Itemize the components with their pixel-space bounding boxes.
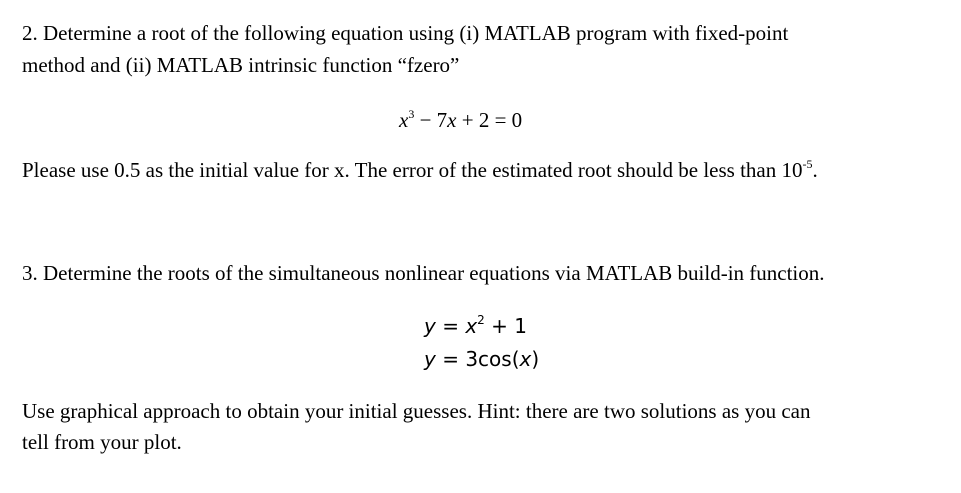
q3-equation-1 — [424, 313, 528, 338]
q3-eq1-var: x — [465, 314, 478, 338]
q3-eq1-rest: + 1 — [484, 314, 528, 338]
q3-eq1-exp: 2 — [477, 313, 485, 327]
q2-note — [22, 157, 818, 182]
q3-eq2-lhs: y — [424, 347, 436, 371]
q3-eq2-mid: = 3cos( — [435, 347, 520, 371]
q3-line-1: 3. Determine the roots of the simultaneous nonlinear equations via MATLAB build-in function. — [22, 261, 825, 285]
q2-line-1: 2. Determine a root of the following equation using (i) MATLAB program with fixed-point — [22, 21, 789, 45]
q3-hint-line-1: Use graphical approach to obtain your initial guesses. Hint: there are two solutions as you can — [22, 399, 811, 423]
q2-note-end: . — [812, 158, 818, 182]
q2-note-main: Please use 0.5 as the initial value for x. The error of the estimated root should be less than 10 — [22, 158, 803, 182]
q3-eq2-var: x — [519, 347, 532, 371]
q2-eq-rest: + 2 = 0 — [456, 108, 523, 132]
q2-line-2: method and (ii) MATLAB intrinsic function “fzero” — [22, 53, 460, 77]
q3-eq1-mid: = — [435, 314, 466, 338]
q2-eq-op: − 7 — [414, 108, 448, 132]
q2-eq-var: x — [399, 108, 409, 132]
q3-equation-2 — [424, 349, 539, 369]
q3-eq1-lhs: y — [424, 314, 436, 338]
q2-equation — [399, 107, 523, 132]
q2-eq-var2: x — [447, 108, 457, 132]
q2-eq-exp: 3 — [408, 107, 415, 121]
q3-hint-line-2: tell from your plot. — [22, 430, 182, 454]
q2-note-exp: -5 — [802, 157, 813, 171]
q3-eq2-rest: ) — [531, 347, 540, 371]
